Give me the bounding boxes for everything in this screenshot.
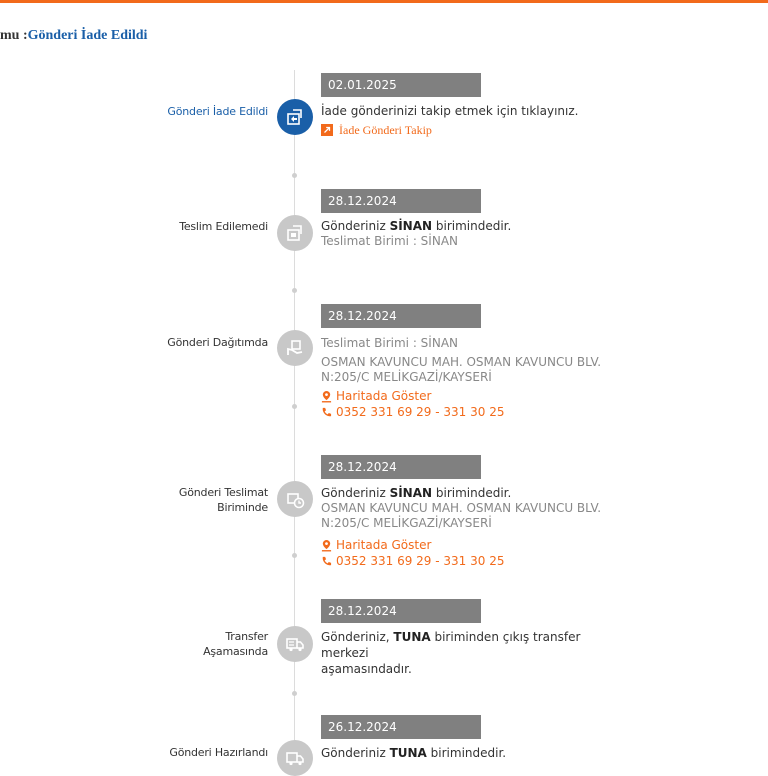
status-prefix: mu : bbox=[0, 28, 28, 43]
truck-icon bbox=[277, 740, 313, 776]
return-package-icon bbox=[277, 99, 313, 135]
step-body bbox=[321, 103, 621, 138]
package-icon bbox=[277, 215, 313, 251]
delivery-unit: Teslimat Birimi : SİNAN bbox=[321, 234, 459, 248]
status-line bbox=[0, 28, 147, 44]
return-tracking-link[interactable] bbox=[321, 122, 621, 138]
status-value: Gönderi İade Edildi bbox=[27, 28, 148, 43]
step-body bbox=[321, 336, 621, 420]
truck-icon bbox=[277, 626, 313, 662]
step-date: 28.12.2024 bbox=[321, 189, 481, 213]
phone-link[interactable]: 0352 331 69 29 - 331 30 25 bbox=[321, 553, 621, 569]
step-date: 02.01.2025 bbox=[321, 73, 481, 97]
address-line: N:205/C MELİKGAZİ/KAYSERİ bbox=[321, 370, 492, 384]
clock-package-icon bbox=[277, 481, 313, 517]
show-on-map-link[interactable]: Haritada Göster bbox=[321, 537, 621, 553]
top-accent-bar bbox=[0, 0, 768, 3]
step-date: 28.12.2024 bbox=[321, 304, 481, 328]
step-body bbox=[321, 218, 621, 249]
step-body bbox=[321, 629, 621, 677]
address-line: N:205/C MELİKGAZİ/KAYSERİ bbox=[321, 516, 492, 530]
timeline-dot bbox=[292, 553, 297, 558]
phone-icon bbox=[321, 407, 332, 418]
external-link-icon bbox=[321, 124, 333, 136]
step-date: 28.12.2024 bbox=[321, 599, 481, 623]
timeline-dot bbox=[292, 288, 297, 293]
phone-link[interactable]: 0352 331 69 29 - 331 30 25 bbox=[321, 404, 621, 420]
step-label: Gönderi Dağıtımda bbox=[167, 336, 268, 349]
step-text: Gönderiniz SİNAN birimindedir. bbox=[321, 219, 512, 233]
step-text-line2: aşamasındadır. bbox=[321, 662, 412, 676]
map-pin-icon bbox=[321, 390, 332, 403]
timeline-dot bbox=[292, 404, 297, 409]
return-tracking-link-text: İade Gönderi Takip bbox=[339, 123, 432, 137]
step-text: Gönderiniz TUNA birimindedir. bbox=[321, 746, 507, 760]
phone-icon bbox=[321, 556, 332, 567]
address-line: OSMAN KAVUNCU MAH. OSMAN KAVUNCU BLV. bbox=[321, 355, 602, 369]
step-label: Gönderi Teslimat Biriminde bbox=[178, 486, 268, 514]
step-text: Gönderiniz, TUNA biriminden çıkış transfer merkezi bbox=[321, 630, 581, 660]
step-date: 28.12.2024 bbox=[321, 455, 481, 479]
step-label: Gönderi İade Edildi bbox=[167, 105, 268, 118]
step-text: İade gönderinizi takip etmek için tıklayınız. bbox=[321, 104, 579, 118]
address-line: OSMAN KAVUNCU MAH. OSMAN KAVUNCU BLV. bbox=[321, 501, 602, 515]
show-on-map-link[interactable]: Haritada Göster bbox=[321, 388, 621, 404]
step-body bbox=[321, 485, 621, 569]
timeline-dot bbox=[292, 173, 297, 178]
map-pin-icon bbox=[321, 539, 332, 552]
delivery-unit: Teslimat Birimi : SİNAN bbox=[321, 336, 459, 350]
timeline-dot bbox=[292, 691, 297, 696]
step-label: Teslim Edilemedi bbox=[179, 220, 268, 233]
step-body bbox=[321, 745, 621, 761]
step-text: Gönderiniz SİNAN birimindedir. bbox=[321, 486, 512, 500]
step-label: Transfer Aşamasında bbox=[203, 630, 268, 658]
step-date: 26.12.2024 bbox=[321, 715, 481, 739]
hand-package-icon bbox=[277, 330, 313, 366]
step-label: Gönderi Hazırlandı bbox=[169, 746, 268, 759]
